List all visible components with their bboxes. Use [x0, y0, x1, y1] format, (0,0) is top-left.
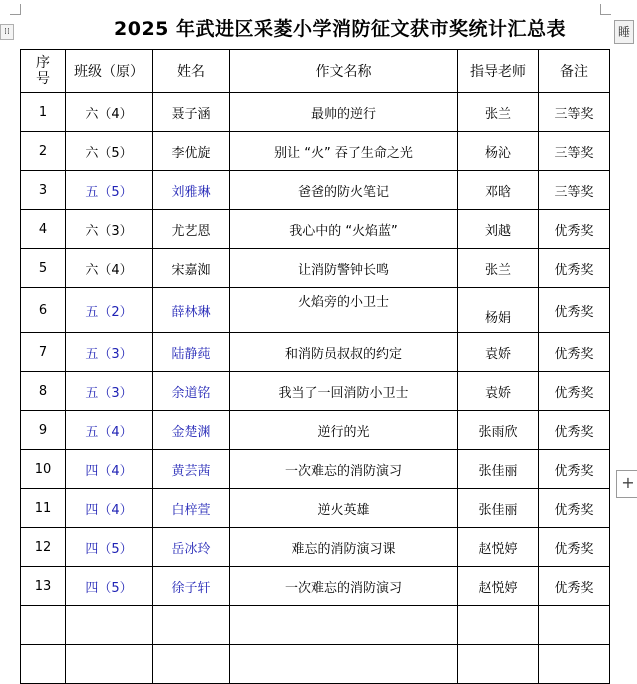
empty-cell: [458, 645, 539, 684]
table-row: [21, 411, 610, 450]
cell-class: 五（4）: [66, 411, 153, 450]
cell-teacher: 杨娟: [458, 288, 539, 333]
cell-no: 4: [21, 210, 66, 249]
cell-remark: 三等奖: [539, 132, 610, 171]
cell-no: 2: [21, 132, 66, 171]
table-row: [21, 171, 610, 210]
table-row: [21, 288, 610, 333]
add-row-button[interactable]: +: [616, 470, 637, 498]
cell-name: 宋嘉洳: [153, 249, 230, 288]
empty-cell: [230, 645, 458, 684]
side-tab[interactable]: 睡: [614, 20, 634, 44]
cell-essay: 我当了一回消防小卫士: [230, 372, 458, 411]
empty-cell: [153, 606, 230, 645]
cell-no: 11: [21, 489, 66, 528]
empty-cell: [539, 645, 610, 684]
cell-class: 五（2）: [66, 288, 153, 333]
cell-no: 5: [21, 249, 66, 288]
cell-class: 四（4）: [66, 450, 153, 489]
award-summary-table: [20, 49, 610, 684]
cell-essay: 我心中的 “火焰蓝”: [230, 210, 458, 249]
cell-name: 刘雅琳: [153, 171, 230, 210]
cell-name: 陆静莼: [153, 333, 230, 372]
cell-no: 1: [21, 93, 66, 132]
cell-name: 岳冰玲: [153, 528, 230, 567]
cell-teacher: 张兰: [458, 249, 539, 288]
cell-remark: 优秀奖: [539, 411, 610, 450]
cell-class: 四（4）: [66, 489, 153, 528]
cell-remark: 优秀奖: [539, 210, 610, 249]
cell-remark: 三等奖: [539, 93, 610, 132]
cell-essay: 火焰旁的小卫士: [230, 288, 458, 333]
empty-cell: [21, 645, 66, 684]
cell-essay: 一次难忘的消防演习: [230, 450, 458, 489]
cell-essay: 和消防员叔叔的约定: [230, 333, 458, 372]
cell-remark: 优秀奖: [539, 489, 610, 528]
cell-class: 五（5）: [66, 171, 153, 210]
cell-name: 黄芸茜: [153, 450, 230, 489]
table-row: [21, 489, 610, 528]
crop-mark-top-left: [10, 4, 21, 15]
cell-name: 聂子涵: [153, 93, 230, 132]
cell-teacher: 杨沁: [458, 132, 539, 171]
cell-class: 五（3）: [66, 333, 153, 372]
cell-name: 金楚渊: [153, 411, 230, 450]
table-row: [21, 372, 610, 411]
table-row: [21, 333, 610, 372]
cell-name: 尤艺恩: [153, 210, 230, 249]
cell-no: 8: [21, 372, 66, 411]
cell-remark: 优秀奖: [539, 528, 610, 567]
cell-class: 五（3）: [66, 372, 153, 411]
cell-class: 四（5）: [66, 567, 153, 606]
cell-no: 12: [21, 528, 66, 567]
empty-cell: [153, 645, 230, 684]
empty-cell: [539, 606, 610, 645]
table-row: [21, 450, 610, 489]
table-row: [21, 249, 610, 288]
empty-cell: [458, 606, 539, 645]
table-move-handle-icon[interactable]: ⁞⁞: [0, 24, 14, 40]
header-essay: 作文名称: [230, 50, 458, 93]
cell-remark: 优秀奖: [539, 450, 610, 489]
empty-cell: [66, 606, 153, 645]
header-no: 序 号: [21, 50, 66, 93]
table-row: [21, 93, 610, 132]
cell-teacher: 袁娇: [458, 333, 539, 372]
cell-class: 六（3）: [66, 210, 153, 249]
cell-no: 6: [21, 288, 66, 333]
header-teacher: 指导老师: [458, 50, 539, 93]
table-body: [21, 93, 610, 606]
cell-name: 李优旋: [153, 132, 230, 171]
cell-no: 3: [21, 171, 66, 210]
cell-teacher: 赵悦婷: [458, 567, 539, 606]
cell-essay: 逆火英雄: [230, 489, 458, 528]
cell-no: 13: [21, 567, 66, 606]
cell-essay: 让消防警钟长鸣: [230, 249, 458, 288]
cell-teacher: 张兰: [458, 93, 539, 132]
empty-cell: [230, 606, 458, 645]
header-name: 姓名: [153, 50, 230, 93]
cell-essay: 爸爸的防火笔记: [230, 171, 458, 210]
cell-remark: 三等奖: [539, 171, 610, 210]
cell-name: 余道铭: [153, 372, 230, 411]
document-title: 2025 年武进区采菱小学消防征文获市奖统计汇总表: [114, 18, 566, 40]
empty-row: [21, 645, 610, 684]
table-row: [21, 567, 610, 606]
cell-name: 薛林琳: [153, 288, 230, 333]
cell-essay: 别让 “火” 吞了生命之光: [230, 132, 458, 171]
cell-remark: 优秀奖: [539, 333, 610, 372]
cell-name: 徐子轩: [153, 567, 230, 606]
cell-essay: 一次难忘的消防演习: [230, 567, 458, 606]
cell-no: 10: [21, 450, 66, 489]
empty-row: [21, 606, 610, 645]
cell-class: 六（4）: [66, 249, 153, 288]
cell-teacher: 赵悦婷: [458, 528, 539, 567]
table-row: [21, 528, 610, 567]
cell-class: 六（4）: [66, 93, 153, 132]
table-header-row: [21, 50, 610, 93]
cell-teacher: 张佳丽: [458, 489, 539, 528]
cell-teacher: 张佳丽: [458, 450, 539, 489]
cell-essay: 最帅的逆行: [230, 93, 458, 132]
cell-teacher: 刘越: [458, 210, 539, 249]
cell-essay: 难忘的消防演习课: [230, 528, 458, 567]
empty-cell: [21, 606, 66, 645]
cell-name: 白梓萱: [153, 489, 230, 528]
empty-cell: [66, 645, 153, 684]
cell-class: 四（5）: [66, 528, 153, 567]
cell-remark: 优秀奖: [539, 288, 610, 333]
header-class: 班级（原）: [66, 50, 153, 93]
cell-remark: 优秀奖: [539, 249, 610, 288]
cell-teacher: 袁娇: [458, 372, 539, 411]
cell-class: 六（5）: [66, 132, 153, 171]
cell-remark: 优秀奖: [539, 372, 610, 411]
cell-remark: 优秀奖: [539, 567, 610, 606]
cell-teacher: 邓晗: [458, 171, 539, 210]
header-remark: 备注: [539, 50, 610, 93]
cell-teacher: 张雨欣: [458, 411, 539, 450]
table-row: [21, 132, 610, 171]
cell-essay: 逆行的光: [230, 411, 458, 450]
table-row: [21, 210, 610, 249]
cell-no: 7: [21, 333, 66, 372]
cell-no: 9: [21, 411, 66, 450]
